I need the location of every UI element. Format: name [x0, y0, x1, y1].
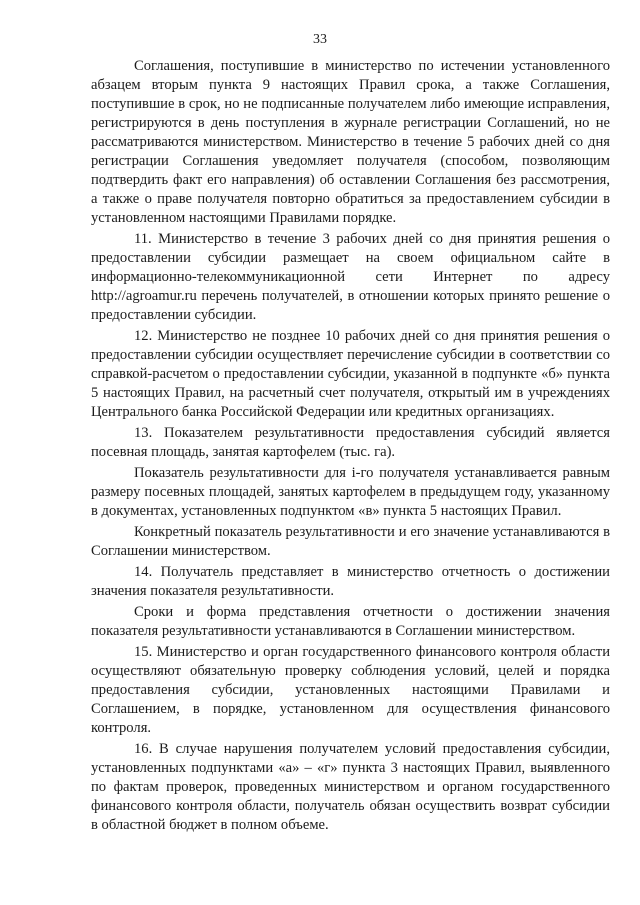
paragraph-14: 14. Получатель представляет в министерство отчетность о достижении значения показателя результативности. [91, 564, 610, 599]
paragraph-12: 12. Министерство не позднее 10 рабочих дней со дня принятия решения о предоставлении субсидии осуществляет перечисление субсидии в соответствии со справкой-расчетом о предоставлении субсидии, указанной в подпункте «б» пункта 5 настоящих Правил, на расчетный счет получателя, открытый им в учреждениях Центрального банка Российской Федерации или кредитных организациях. [91, 328, 610, 420]
page-number: 33 [313, 32, 327, 47]
paragraph-11: 11. Министерство в течение 3 рабочих дней со дня принятия решения о предоставлении субсидии размещает на своем официальном сайте в информационно-телекоммуникационной сети Интернет по адресу http://agroamur.ru перечень получателей, в отношении которых принято решение о предоставлении субсидии. [91, 231, 610, 323]
paragraph-13-indicator: Показатель результативности для i-го получателя устанавливается равным размеру посевных площадей, занятых картофелем в предыдущем году, указанному в документах, установленных подпунктом «в» пункта 5 настоящих Правил. [91, 465, 610, 519]
paragraph-13-specific: Конкретный показатель результативности и его значение устанавливаются в Соглашении министерством. [91, 524, 610, 559]
document-body [91, 57, 610, 837]
paragraph-13: 13. Показателем результативности предоставления субсидий является посевная площадь, занятая картофелем (тыс. га). [91, 425, 610, 460]
paragraph-continuation: Соглашения, поступившие в министерство по истечении установленного абзацем вторым пункта 9 настоящих Правил срока, а также Соглашения, поступившие в срок, но не подписанные получателем либо имеющие исправления, регистрируются в день поступления в журнале регистрации Соглашений, но не рассматриваются министерством. Министерство в течение 5 рабочих дней со дня регистрации Соглашения уведомляет получателя (способом, позволяющим подтвердить факт его направления) об оставлении Соглашения без рассмотрения, а также о праве получателя повторно обратиться за предоставлением субсидии в установленном настоящими Правилами порядке. [91, 58, 610, 226]
paragraph-15: 15. Министерство и орган государственного финансового контроля области осуществляют обязательную проверку соблюдения условий, целей и порядка предоставления субсидии, установленных настоящими Правилами и Соглашением, в порядке, установленном для осуществления финансового контроля. [91, 644, 610, 736]
paragraph-16: 16. В случае нарушения получателем условий предоставления субсидии, установленных подпунктами «а» – «г» пункта 3 настоящих Правил, выявленного по фактам проверок, проведенных министерством и органом государственного финансового контроля области, получатель обязан осуществить возврат субсидии в областной бюджет в полном объеме. [91, 741, 610, 833]
paragraph-14-terms: Сроки и форма представления отчетности о достижении значения показателя результативности устанавливаются в Соглашении министерством. [91, 604, 610, 639]
